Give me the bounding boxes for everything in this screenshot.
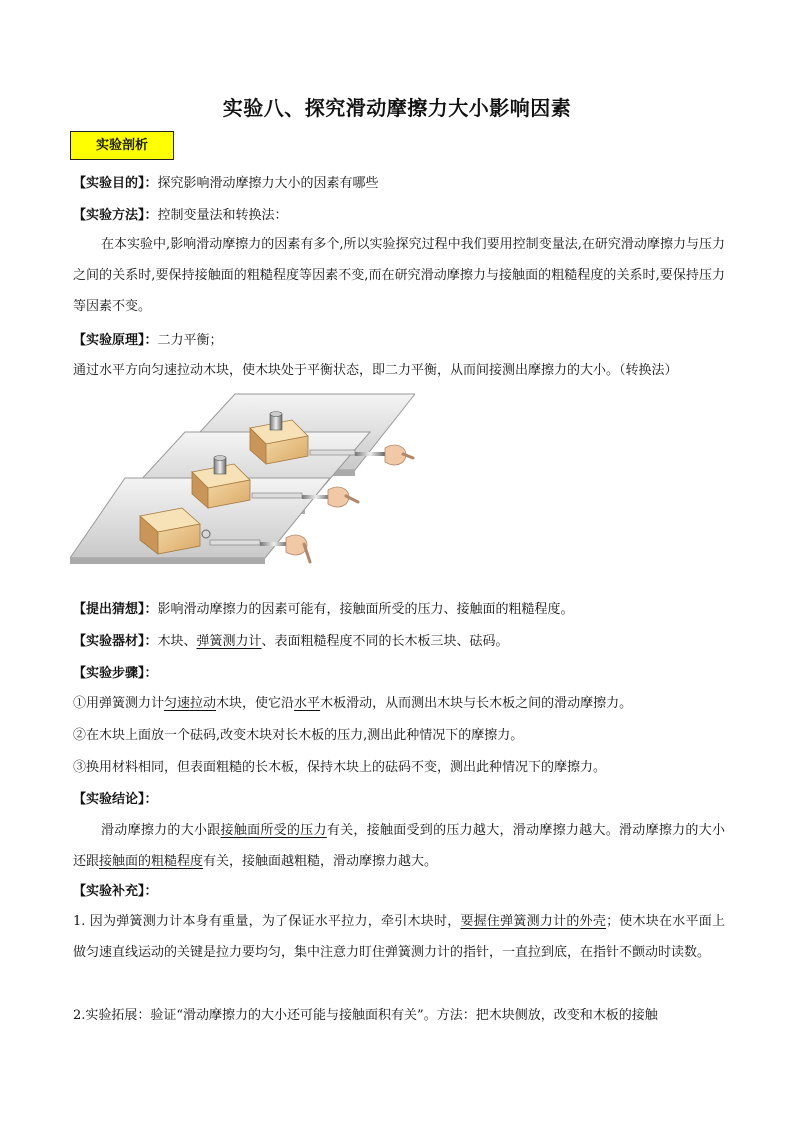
- step1-horizontal: 水平: [294, 696, 321, 711]
- purpose-text: 探究影响滑动摩擦力大小的因素有哪些: [157, 176, 379, 191]
- supplement-item-1: [73, 906, 725, 968]
- conclusion-heading-text: 【实验结论】：: [73, 792, 158, 807]
- steps-heading-text: 【实验步骤】：: [73, 666, 158, 681]
- step-2: ②在木块上面放一个砝码,改变木块对长木板的压力,测出此种情况下的摩擦力。: [73, 728, 524, 743]
- equipment-text-c: 、表面粗糙程度不同的长木板三块、砝码。: [261, 634, 509, 649]
- supplement-heading: [73, 882, 733, 902]
- step1-text-c: 木块，使它沿: [216, 696, 295, 711]
- equipment-heading: 【实验器材】：: [73, 634, 158, 649]
- section-tag: 实验剖析: [70, 131, 174, 160]
- steps-heading: [73, 664, 733, 684]
- supplement-item-2: 2.实验拓展：验证“滑动摩擦力的大小还可能与接触面积有关”。方法：把木块侧放，改变和木板的接触: [73, 1008, 658, 1023]
- supp1-text-a: 1. 因为弹簧测力计本身有重量，为了保证水平拉力，牵引木块时，: [73, 914, 461, 929]
- hand-top: [385, 445, 413, 465]
- principle-text: 二力平衡；: [157, 333, 223, 348]
- step1-text-e: 木板滑动，从而测出木块与长木板之间的滑动摩擦力。: [320, 696, 633, 711]
- spring-scale-underlined: 弹簧测力计: [196, 634, 262, 649]
- page-title: 实验八、探究滑动摩擦力大小影响因素: [222, 96, 572, 120]
- method-heading: 【实验方法】：: [73, 208, 158, 223]
- method-line: [73, 206, 733, 226]
- principle-description: 通过水平方向匀速拉动木块，使木块处于平衡状态，即二力平衡，从而间接测出摩擦力的大小。（转换法）: [73, 363, 678, 378]
- conclusion-text-c: 有关，接触面受到的压力越大，滑动摩擦力越大。滑动摩擦力的大小还跟: [73, 823, 725, 869]
- equipment-line: [73, 632, 733, 652]
- principle-line: [73, 331, 733, 351]
- step-1: [73, 694, 733, 714]
- purpose-line: [73, 174, 733, 194]
- conclusion-pressure: 接触面所受的压力: [220, 823, 327, 838]
- method-text: 控制变量法和转换法：: [157, 208, 288, 223]
- supp1-hold-casing: 要握住弹簧测力计的外壳: [460, 914, 607, 929]
- step-3: ③换用材料相同，但表面粗糙的长木板，保持木块上的砝码不变，测出此种情况下的摩擦力。: [73, 760, 607, 775]
- conclusion-paragraph: [73, 815, 725, 877]
- equipment-text-a: 木块、: [157, 634, 197, 649]
- principle-heading: 【实验原理】：: [73, 333, 158, 348]
- hand-bottom: [286, 535, 310, 562]
- guess-heading: 【提出猜想】：: [73, 602, 158, 617]
- supp1-text-c: ；使木块在水平面上做匀速直线运动的关键是拉力要均匀，集中注意力盯住弹簧测力计的指针，一直拉到底，在指针不颤动时读数。: [73, 914, 725, 960]
- guess-text: 影响滑动摩擦力的因素可能有，接触面所受的压力、接触面的粗糙程度。: [157, 602, 574, 617]
- experiment-illustration: [70, 392, 415, 584]
- purpose-heading: 【实验目的】：: [73, 176, 158, 191]
- step1-text-a: ①用弹簧测力计: [73, 696, 165, 711]
- method-paragraph: 在本实验中,影响滑动摩擦力的因素有多个,所以实验探究过程中我们要用控制变量法,在研究滑动摩擦力与压力之间的关系时,要保持接触面的粗糙程度等因素不变,而在研究滑动摩擦力与接触面的粗糙程度的关系时,要保持压力等因素不变。: [73, 237, 725, 314]
- hand-middle: [328, 487, 358, 507]
- conclusion-text-e: 有关，接触面越粗糙，滑动摩擦力越大。: [203, 854, 438, 869]
- step1-uniform-pull: 匀速拉动: [164, 696, 217, 711]
- supplement-heading-text: 【实验补充】：: [73, 884, 158, 899]
- conclusion-heading: [73, 790, 733, 810]
- guess-line: [73, 600, 733, 620]
- conclusion-roughness: 接触面的粗糙程度: [99, 854, 204, 869]
- conclusion-text-a: 滑动摩擦力的大小跟: [101, 823, 221, 838]
